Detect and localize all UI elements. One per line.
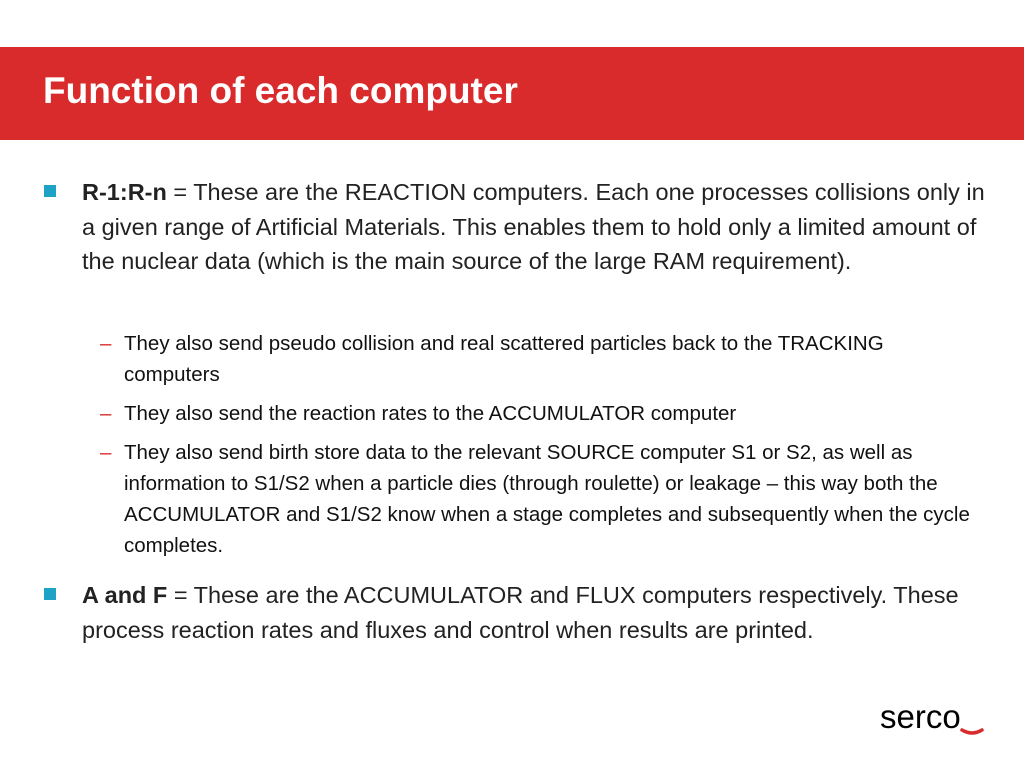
sub-bullet-item <box>100 398 970 429</box>
sub-bullet-item <box>100 437 970 561</box>
sub-bullet-text: They also send the reaction rates to the ACCUMULATOR computer <box>124 402 737 425</box>
sub-bullet-item <box>100 328 970 390</box>
serco-logo-icon <box>880 700 990 740</box>
dash-icon: – <box>100 441 112 464</box>
logo-swoosh <box>962 730 982 733</box>
serco-logo <box>880 700 990 740</box>
sub-bullet-text: They also send birth store data to the relevant SOURCE computer S1 or S2, as well as information to S1/S2 when a particle dies (through roulette) or leakage – this way both the ACCUMULATOR and S1/S2 know when a stage completes and subsequently when the cycle completes. <box>124 441 970 557</box>
bullet-lead: R-1:R-n <box>82 179 167 205</box>
bullet-text: = These are the REACTION computers. Each one processes collisions only in a given range of Artificial Materials. This enables them to hold only a limited amount of the nuclear data (which is the main source of the large RAM requirement). <box>82 179 985 274</box>
bullet-lead: A and F <box>82 582 168 608</box>
bullet-item <box>82 578 987 647</box>
bullet-square-icon <box>44 185 56 197</box>
bullet-item <box>82 175 987 279</box>
bullet-text: = These are the ACCUMULATOR and FLUX computers respectively. These process reaction rates and fluxes and control when results are printed. <box>82 582 959 643</box>
bullet-square-icon <box>44 588 56 600</box>
slide-title: Function of each computer <box>43 70 518 111</box>
dash-icon: – <box>100 332 112 355</box>
dash-icon: – <box>100 402 112 425</box>
sub-bullet-text: They also send pseudo collision and real scattered particles back to the TRACKING computers <box>124 332 884 386</box>
logo-text: serco <box>880 700 961 735</box>
